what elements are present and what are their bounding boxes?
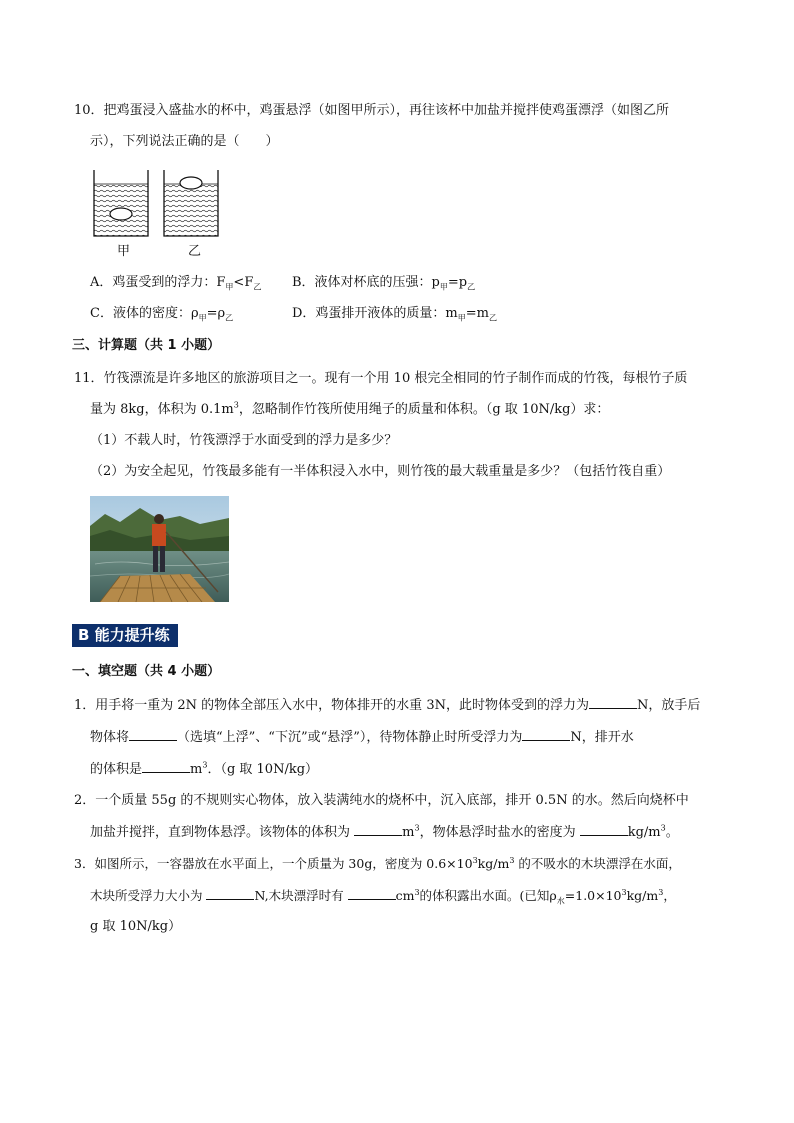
p3-line2-f: kg/m [626,888,659,903]
p3-line2-e: =1.0×10 [564,888,622,903]
p3-line2-sub: 水 [556,896,565,906]
p1-line1 [74,696,700,715]
q11-subquestion-1: （1）不载人时，竹筏漂浮于水面受到的浮力是多少？ [90,433,398,448]
p1-line1-b: N，放手后 [636,698,701,713]
option-a-mid: <F [233,275,254,290]
p1-line2-b: （选填“上浮”、“下沉”或“悬浮”），待物体静止时所受浮力为 [177,730,523,745]
section-heading-fill: 一、填空题（共 4 小题） [72,664,221,679]
p2-blank-1[interactable] [354,823,402,836]
p3-line1-a: 3．如图所示，一容器放在水平面上，一个质量为 30g，密度为 0.6×10 [74,856,473,871]
p1-line2-a: 物体将 [90,730,130,745]
q11-line2-sup: 3 [233,400,239,410]
p3-line1-b: kg/m [477,856,510,871]
p3-line2-b: N,木块漂浮时有 [254,888,348,903]
p3-line2-sup2: 3 [621,887,627,897]
option-a-sub1: 甲 [225,282,234,292]
p2-blank-2[interactable] [580,823,628,836]
p2-line2-d: kg/m [627,825,661,840]
p1-blank-2[interactable] [129,728,177,741]
option-c-sub1: 甲 [198,313,207,323]
beaker-b [164,170,218,236]
q11-subquestion-2: （2）为安全起见，竹筏最多能有一半体积浸入水中，则竹筏的最大载重量是多少？（包括竹筏自重） [90,464,671,479]
p3-line1-sup2: 3 [509,855,515,865]
q10-line1: 10．把鸡蛋浸入盛盐水的杯中，鸡蛋悬浮（如图甲所示），再往该杯中加盐并搅拌使鸡蛋漂浮（如图乙所 [74,103,670,118]
p3-line1 [74,855,681,873]
p2-line2-a: 加盐并搅拌，直到物体悬浮。该物体的体积为 [90,825,355,840]
p3-line2-a: 木块所受浮力大小为 [90,888,207,903]
p1-line3 [90,760,318,779]
section-b-title: B 能力提升练 [72,624,178,647]
option-b-sub1: 甲 [439,282,448,292]
p3-line2-d: 的体积露出水面。(已知ρ [419,888,557,903]
p3-blank-1[interactable] [206,887,254,900]
p3-line1-sup: 3 [472,855,478,865]
section-b-badge [72,624,178,645]
option-a-sub2: 乙 [253,282,262,292]
option-a-text: A．鸡蛋受到的浮力：F [90,275,226,290]
figure-label-a: 甲 [117,244,131,259]
p3-line3: g 取 10N/kg） [90,919,182,934]
p1-line3-sup: 3 [202,760,208,770]
p1-line2 [90,728,634,747]
beaker-figure [88,168,228,258]
q11-line2-b: ，忽略制作竹筏所使用绳子的质量和体积。（g 取 10N/kg）求： [238,402,610,417]
p1-line2-c: N，排开水 [570,730,634,745]
p3-line2-g: ， [663,888,676,903]
p2-line2-sup: 3 [414,823,420,833]
p1-line1-a: 1．用手将一重为 2N 的物体全部压入水中，物体排开的水重 3N，此时物体受到的浮力为 [74,698,589,713]
p1-blank-1[interactable] [589,696,637,709]
option-b [292,274,475,292]
p1-blank-4[interactable] [142,760,190,773]
q11-line2 [90,401,609,419]
p2-line2-b: m [402,825,415,840]
p2-line2 [90,823,679,842]
option-b-text: B．液体对杯底的压强：p [292,275,440,290]
option-d [292,305,497,323]
p3-line2-sup: 3 [414,887,420,897]
p3-line2-c: cm [395,888,415,903]
p3-line2 [90,887,676,905]
egg-floating [180,177,202,189]
option-d-sub2: 乙 [489,313,497,323]
p2-line1: 2．一个质量 55g 的不规则实心物体，放入装满纯水的烧杯中，沉入底部，排开 0.5N 的水。然后向烧杯中 [74,793,689,808]
option-c-sub2: 乙 [225,313,234,323]
p3-blank-2[interactable] [348,887,396,900]
q11-line2-a: 量为 8kg，体积为 0.1m [90,402,234,417]
option-c-text: C．液体的密度：ρ [90,306,199,321]
p1-blank-3[interactable] [522,728,570,741]
q11-line1: 11．竹筏漂流是许多地区的旅游项目之一。现有一个用 10 根完全相同的竹子制作而成的竹筏，每根竹子质 [74,371,688,386]
option-c [90,305,233,323]
figure-label-b: 乙 [188,244,202,259]
section-heading-calc: 三、计算题（共 1 小题） [72,338,221,353]
option-b-sub2: 乙 [467,282,476,292]
option-d-sub1: 甲 [457,313,466,323]
option-d-mid: =m [465,306,489,321]
option-a [90,274,261,292]
p1-line3-b: m [190,762,203,777]
p3-line1-c: 的不吸水的木块漂浮在水面， [514,856,681,871]
p2-line2-c: ，物体悬浮时盐水的密度为 [419,825,580,840]
p3-line2-sup3: 3 [658,887,664,897]
option-c-mid: =ρ [206,306,226,321]
p2-line2-sup2: 3 [660,823,666,833]
bamboo-raft-photo [90,496,229,602]
option-d-text: D．鸡蛋排开液体的质量：m [292,306,458,321]
egg-suspended [110,208,132,220]
option-b-mid: =p [447,275,468,290]
q10-line2: 示），下列说法正确的是（ ） [90,134,279,149]
p1-line3-a: 的体积是 [90,762,143,777]
p1-line3-c: ．（g 取 10N/kg） [207,762,319,777]
beaker-a [94,170,148,236]
p2-line2-e: 。 [665,825,679,840]
